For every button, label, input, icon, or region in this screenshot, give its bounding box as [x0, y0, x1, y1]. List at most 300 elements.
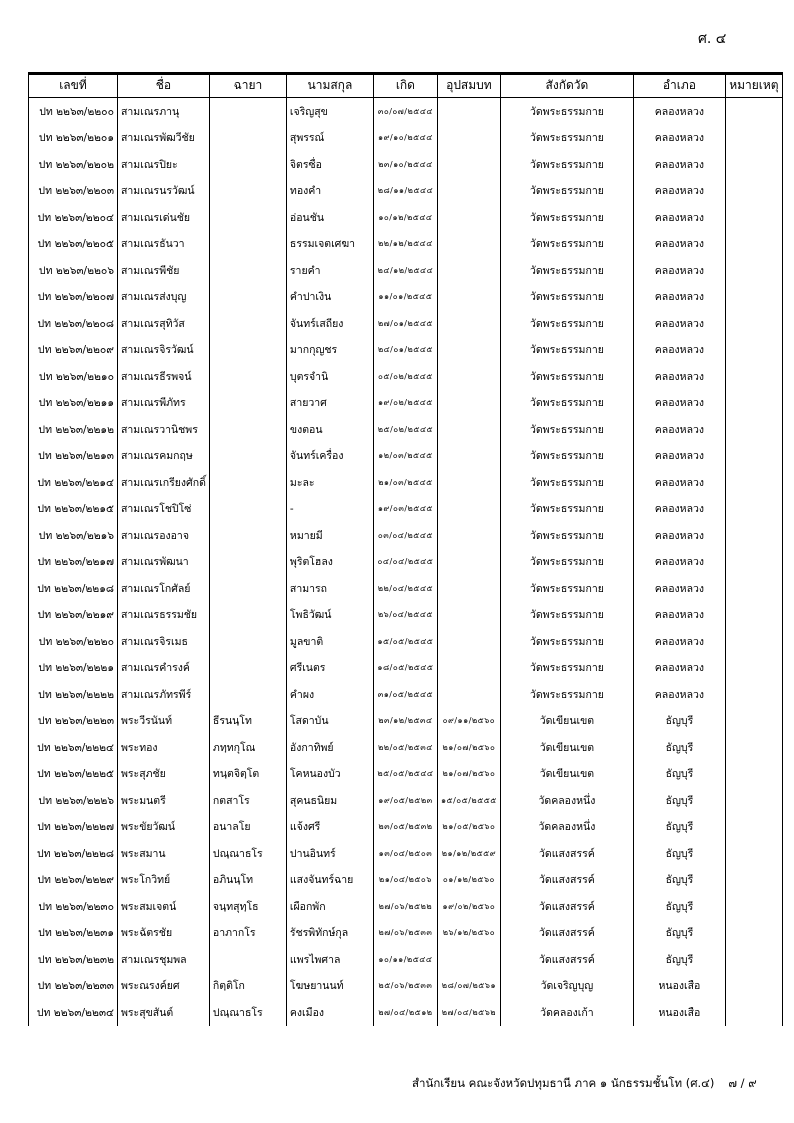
cell-surname: จิตรซื่อ [286, 151, 373, 178]
cell-note [725, 549, 782, 576]
cell-ordained: ๒๑/๐๕/๒๕๖๐ [437, 814, 500, 841]
cell-born: ๒๔/๐๑/๒๕๔๕ [373, 337, 437, 364]
table-row [29, 734, 783, 761]
cell-amphoe: คลองหลวง [633, 151, 725, 178]
cell-born: ๒๒/๐๕/๒๕๓๔ [373, 734, 437, 761]
cell-chaya [209, 178, 286, 205]
cell-surname: แพรไพศาล [286, 946, 373, 973]
table-row [29, 973, 783, 1000]
cell-wat: วัดพระธรรมกาย [500, 310, 633, 337]
cell-name: สามเณรธีรพจน์ [118, 363, 210, 390]
cell-note [725, 469, 782, 496]
cell-note [725, 628, 782, 655]
cell-name: สามเณรปิยะ [118, 151, 210, 178]
cell-note [725, 999, 782, 1026]
table-row [29, 522, 783, 549]
cell-amphoe: ธัญบุรี [633, 893, 725, 920]
table-row [29, 284, 783, 311]
cell-amphoe: คลองหลวง [633, 602, 725, 629]
cell-note [725, 867, 782, 894]
cell-wat: วัดเจริญบุญ [500, 973, 633, 1000]
table-row [29, 575, 783, 602]
cell-note [725, 98, 782, 125]
cell-note [725, 443, 782, 470]
cell-wat: วัดพระธรรมกาย [500, 125, 633, 152]
cell-note [725, 575, 782, 602]
cell-id: ปท ๒๒๖๓/๒๒๒๒ [29, 681, 118, 708]
cell-name: พระวีรนันท์ [118, 708, 210, 735]
cell-name: สามเณรโกศัลย์ [118, 575, 210, 602]
cell-wat: วัดพระธรรมกาย [500, 204, 633, 231]
cell-ordained [437, 257, 500, 284]
cell-born: ๑๐/๑๒/๒๕๔๔ [373, 204, 437, 231]
table-row [29, 681, 783, 708]
cell-name: พระณรงค์ยศ [118, 973, 210, 1000]
cell-chaya [209, 549, 286, 576]
cell-id: ปท ๒๒๖๓/๒๒๑๘ [29, 575, 118, 602]
cell-note [725, 496, 782, 523]
cell-surname: คงเมือง [286, 999, 373, 1026]
cell-note [725, 681, 782, 708]
cell-wat: วัดแสงสรรค์ [500, 920, 633, 947]
cell-surname: สุพรรณ์ [286, 125, 373, 152]
cell-born: ๓๑/๐๕/๒๕๔๕ [373, 681, 437, 708]
cell-surname: แสงจันทร์ฉาย [286, 867, 373, 894]
cell-ordained [437, 363, 500, 390]
cell-surname: โสดาบัน [286, 708, 373, 735]
cell-wat: วัดแสงสรรค์ [500, 946, 633, 973]
cell-name: พระสุขสันต์ [118, 999, 210, 1026]
cell-ordained [437, 946, 500, 973]
cell-chaya [209, 125, 286, 152]
cell-chaya [209, 655, 286, 682]
cell-amphoe: ธัญบุรี [633, 708, 725, 735]
table-row [29, 416, 783, 443]
cell-id: ปท ๒๒๖๓/๒๒๒๕ [29, 761, 118, 788]
cell-id: ปท ๒๒๖๓/๒๒๑๖ [29, 522, 118, 549]
cell-amphoe: คลองหลวง [633, 178, 725, 205]
cell-ordained [437, 151, 500, 178]
cell-id: ปท ๒๒๖๓/๒๒๐๖ [29, 257, 118, 284]
cell-wat: วัดพระธรรมกาย [500, 363, 633, 390]
cell-chaya [209, 469, 286, 496]
cell-ordained: ๒๑/๐๗/๒๕๖๐ [437, 761, 500, 788]
cell-ordained [437, 549, 500, 576]
cell-chaya [209, 602, 286, 629]
cell-id: ปท ๒๒๖๓/๒๒๐๙ [29, 337, 118, 364]
cell-born: ๒๕/๐๖/๒๕๓๓ [373, 973, 437, 1000]
cell-name: สามเณรพีชัย [118, 257, 210, 284]
table-row [29, 469, 783, 496]
cell-note [725, 920, 782, 947]
cell-id: ปท ๒๒๖๓/๒๒๑๔ [29, 469, 118, 496]
cell-wat: วัดแสงสรรค์ [500, 893, 633, 920]
cell-note [725, 708, 782, 735]
cell-ordained [437, 628, 500, 655]
column-header-note: หมายเหตุ [725, 73, 782, 98]
cell-ordained [437, 655, 500, 682]
cell-born: ๓๐/๐๗/๒๕๔๔ [373, 98, 437, 125]
cell-note [725, 310, 782, 337]
cell-wat: วัดคลองหนึ่ง [500, 787, 633, 814]
cell-name: สามเณรส่งบุญ [118, 284, 210, 311]
cell-surname: จันทร์เสถียง [286, 310, 373, 337]
cell-chaya [209, 363, 286, 390]
cell-note [725, 390, 782, 417]
cell-note [725, 814, 782, 841]
cell-chaya [209, 628, 286, 655]
header-row [29, 73, 783, 98]
cell-id: ปท ๒๒๖๓/๒๒๒๘ [29, 840, 118, 867]
table-row [29, 390, 783, 417]
table-row [29, 840, 783, 867]
cell-ordained [437, 602, 500, 629]
table-row [29, 761, 783, 788]
cell-name: สามเณรวานิชพร [118, 416, 210, 443]
cell-note [725, 734, 782, 761]
cell-born: ๑๕/๐๕/๒๕๔๕ [373, 628, 437, 655]
cell-name: สามเณรพัฒนา [118, 549, 210, 576]
cell-chaya [209, 151, 286, 178]
cell-wat: วัดเขียนเขต [500, 761, 633, 788]
cell-amphoe: คลองหลวง [633, 655, 725, 682]
cell-born: ๑๒/๐๓/๒๕๔๕ [373, 443, 437, 470]
cell-surname: สามารถ [286, 575, 373, 602]
cell-surname: - [286, 496, 373, 523]
cell-amphoe: ธัญบุรี [633, 761, 725, 788]
table-row [29, 814, 783, 841]
page-number: ๗ / ๙ [728, 1076, 757, 1090]
cell-born: ๑๐/๑๑/๒๕๔๔ [373, 946, 437, 973]
cell-surname: จันทร์เครื่อง [286, 443, 373, 470]
table-row [29, 893, 783, 920]
cell-surname: ปานอินทร์ [286, 840, 373, 867]
cell-surname: ธรรมเจตเศฆา [286, 231, 373, 258]
cell-name: สามเณรเกรียงศักดิ์ [118, 469, 210, 496]
cell-id: ปท ๒๒๖๓/๒๒๑๐ [29, 363, 118, 390]
cell-name: สามเณรสุทิวัส [118, 310, 210, 337]
cell-name: สามเณรโชปิโซ่ [118, 496, 210, 523]
cell-ordained [437, 443, 500, 470]
cell-surname: โฆษยานนท์ [286, 973, 373, 1000]
cell-id: ปท ๒๒๖๓/๒๒๑๗ [29, 549, 118, 576]
cell-born: ๒๒/๑๒/๒๕๔๔ [373, 231, 437, 258]
cell-name: พระขัยวัฒน์ [118, 814, 210, 841]
cell-id: ปท ๒๒๖๓/๒๒๓๓ [29, 973, 118, 1000]
cell-wat: วัดพระธรรมกาย [500, 469, 633, 496]
cell-chaya [209, 575, 286, 602]
cell-surname: โคหนองบัว [286, 761, 373, 788]
cell-born: ๑๙/๐๕/๒๕๒๓ [373, 787, 437, 814]
cell-wat: วัดพระธรรมกาย [500, 178, 633, 205]
cell-ordained [437, 337, 500, 364]
cell-id: ปท ๒๒๖๓/๒๒๒๔ [29, 734, 118, 761]
cell-id: ปท ๒๒๖๓/๒๒๐๑ [29, 125, 118, 152]
cell-wat: วัดพระธรรมกาย [500, 443, 633, 470]
cell-chaya [209, 284, 286, 311]
table-row [29, 231, 783, 258]
cell-id: ปท ๒๒๖๓/๒๒๑๓ [29, 443, 118, 470]
table-row [29, 204, 783, 231]
cell-surname: สายวาศ [286, 390, 373, 417]
cell-wat: วัดพระธรรมกาย [500, 628, 633, 655]
cell-wat: วัดคลองหนึ่ง [500, 814, 633, 841]
cell-surname: ทองคำ [286, 178, 373, 205]
cell-chaya: อาภากโร [209, 920, 286, 947]
table-row [29, 151, 783, 178]
cell-surname: เจริญสุข [286, 98, 373, 125]
cell-amphoe: คลองหลวง [633, 575, 725, 602]
cell-amphoe: คลองหลวง [633, 204, 725, 231]
cell-name: สามเณรองอาจ [118, 522, 210, 549]
cell-surname: ขงตอน [286, 416, 373, 443]
cell-born: ๒๕/๐๕/๒๕๔๔ [373, 761, 437, 788]
cell-amphoe: คลองหลวง [633, 443, 725, 470]
cell-chaya [209, 390, 286, 417]
cell-born: ๒๓/๑๐/๒๕๔๔ [373, 151, 437, 178]
cell-wat: วัดพระธรรมกาย [500, 337, 633, 364]
table-row [29, 337, 783, 364]
cell-note [725, 893, 782, 920]
cell-ordained [437, 522, 500, 549]
cell-id: ปท ๒๒๖๓/๒๒๐๒ [29, 151, 118, 178]
table-row [29, 310, 783, 337]
cell-ordained: ๑๙/๐๒/๒๕๖๐ [437, 893, 500, 920]
cell-surname: รัชรพิทักษ์กุล [286, 920, 373, 947]
cell-note [725, 787, 782, 814]
cell-surname: พุริตโฮลง [286, 549, 373, 576]
cell-name: พระสุภชัย [118, 761, 210, 788]
table-row [29, 363, 783, 390]
cell-note [725, 363, 782, 390]
cell-wat: วัดคลองเก้า [500, 999, 633, 1026]
table-row [29, 602, 783, 629]
cell-amphoe: คลองหลวง [633, 125, 725, 152]
cell-amphoe: คลองหลวง [633, 416, 725, 443]
cell-chaya: ธีรนนฺโท [209, 708, 286, 735]
cell-note [725, 337, 782, 364]
cell-born: ๒๑/๐๓/๒๕๔๕ [373, 469, 437, 496]
cell-name: สามเณรจิรวัฒน์ [118, 337, 210, 364]
cell-surname: มะละ [286, 469, 373, 496]
cell-surname: คำผง [286, 681, 373, 708]
cell-wat: วัดพระธรรมกาย [500, 416, 633, 443]
cell-id: ปท ๒๒๖๓/๒๒๒๙ [29, 867, 118, 894]
table-row [29, 946, 783, 973]
cell-born: ๑๓/๐๔/๒๕๐๓ [373, 840, 437, 867]
cell-surname: สุคนธนิยม [286, 787, 373, 814]
cell-id: ปท ๒๒๖๓/๒๒๑๙ [29, 602, 118, 629]
cell-chaya [209, 496, 286, 523]
table-row [29, 496, 783, 523]
table-row [29, 867, 783, 894]
cell-id: ปท ๒๒๖๓/๒๒๑๒ [29, 416, 118, 443]
footer [412, 1075, 757, 1093]
cell-note [725, 204, 782, 231]
column-header-amphoe: อำเภอ [633, 73, 725, 98]
cell-id: ปท ๒๒๖๓/๒๒๑๑ [29, 390, 118, 417]
cell-note [725, 151, 782, 178]
cell-name: พระสมเจตน์ [118, 893, 210, 920]
cell-name: สามเณรพัฒวีชัย [118, 125, 210, 152]
cell-note [725, 416, 782, 443]
cell-name: สามเณรพีภัทร [118, 390, 210, 417]
cell-ordained [437, 681, 500, 708]
cell-id: ปท ๒๒๖๓/๒๒๐๔ [29, 204, 118, 231]
cell-wat: วัดพระธรรมกาย [500, 284, 633, 311]
table-row [29, 655, 783, 682]
cell-amphoe: คลองหลวง [633, 98, 725, 125]
cell-surname: โพธิวัฒน์ [286, 602, 373, 629]
cell-born: ๒๓/๑๒/๒๕๓๔ [373, 708, 437, 735]
candidate-table [28, 72, 783, 1026]
cell-ordained [437, 98, 500, 125]
cell-amphoe: คลองหลวง [633, 231, 725, 258]
cell-note [725, 973, 782, 1000]
cell-ordained: ๐๑/๑๒/๒๕๖๐ [437, 867, 500, 894]
cell-amphoe: คลองหลวง [633, 496, 725, 523]
cell-wat: วัดเขียนเขต [500, 708, 633, 735]
cell-note [725, 655, 782, 682]
cell-name: สามเณรชุมพล [118, 946, 210, 973]
cell-note [725, 946, 782, 973]
cell-ordained [437, 496, 500, 523]
cell-name: พระทอง [118, 734, 210, 761]
cell-name: พระโกวิทย์ [118, 867, 210, 894]
cell-chaya: อภินนฺโท [209, 867, 286, 894]
cell-ordained: ๒๑/๑๒/๒๕๕๙ [437, 840, 500, 867]
cell-born: ๒๕/๐๒/๒๕๔๕ [373, 416, 437, 443]
cell-wat: วัดพระธรรมกาย [500, 257, 633, 284]
cell-name: สามเณรคมกฤษ [118, 443, 210, 470]
cell-note [725, 231, 782, 258]
column-header-wat: สังกัดวัด [500, 73, 633, 98]
cell-born: ๐๓/๐๔/๒๕๔๕ [373, 522, 437, 549]
table-row [29, 708, 783, 735]
cell-chaya: ทนฺตจิตฺโต [209, 761, 286, 788]
table-row [29, 920, 783, 947]
cell-chaya: ภทฺทกุโณ [209, 734, 286, 761]
cell-amphoe: คลองหลวง [633, 469, 725, 496]
cell-born: ๒๑/๐๔/๒๕๐๖ [373, 867, 437, 894]
cell-ordained: ๒๑/๐๗/๒๕๖๐ [437, 734, 500, 761]
cell-ordained: ๐๙/๑๑/๒๕๖๐ [437, 708, 500, 735]
cell-id: ปท ๒๒๖๓/๒๒๒๐ [29, 628, 118, 655]
cell-name: สามเณรธรรมชัย [118, 602, 210, 629]
cell-id: ปท ๒๒๖๓/๒๒๒๓ [29, 708, 118, 735]
cell-born: ๑๙/๐๒/๒๕๔๕ [373, 390, 437, 417]
cell-chaya [209, 257, 286, 284]
cell-name: สามเณรจิรเมธ [118, 628, 210, 655]
cell-born: ๒๗/๐๖/๒๕๓๓ [373, 920, 437, 947]
cell-born: ๒๗/๐๔/๒๕๑๒ [373, 999, 437, 1026]
cell-ordained: ๑๕/๐๕/๒๕๕๕ [437, 787, 500, 814]
column-header-surname: นามสกุล [286, 73, 373, 98]
cell-amphoe: ธัญบุรี [633, 840, 725, 867]
cell-id: ปท ๒๒๖๓/๒๒๓๒ [29, 946, 118, 973]
cell-wat: วัดพระธรรมกาย [500, 655, 633, 682]
cell-amphoe: ธัญบุรี [633, 814, 725, 841]
cell-born: ๒๒/๐๔/๒๕๔๕ [373, 575, 437, 602]
cell-chaya [209, 204, 286, 231]
cell-wat: วัดพระธรรมกาย [500, 151, 633, 178]
cell-id: ปท ๒๒๖๓/๒๒๑๕ [29, 496, 118, 523]
cell-wat: วัดแสงสรรค์ [500, 840, 633, 867]
cell-wat: วัดเขียนเขต [500, 734, 633, 761]
cell-chaya [209, 98, 286, 125]
cell-amphoe: ธัญบุรี [633, 867, 725, 894]
cell-surname: แจ้งศรี [286, 814, 373, 841]
cell-note [725, 602, 782, 629]
table-row [29, 98, 783, 125]
cell-name: พระฉัตรชัย [118, 920, 210, 947]
cell-id: ปท ๒๒๖๓/๒๒๒๑ [29, 655, 118, 682]
cell-name: พระสมาน [118, 840, 210, 867]
cell-ordained [437, 469, 500, 496]
cell-surname: บุตรจำนิ [286, 363, 373, 390]
cell-surname: เผือกพัก [286, 893, 373, 920]
table-row [29, 999, 783, 1026]
cell-surname: มากกุญชร [286, 337, 373, 364]
cell-surname: อ่อนชัน [286, 204, 373, 231]
cell-wat: วัดพระธรรมกาย [500, 496, 633, 523]
column-header-id: เลขที่ [29, 73, 118, 98]
cell-born: ๐๔/๐๔/๒๕๔๕ [373, 549, 437, 576]
table-row [29, 628, 783, 655]
column-header-chaya: ฉายา [209, 73, 286, 98]
cell-ordained [437, 390, 500, 417]
cell-id: ปท ๒๒๖๓/๒๒๓๐ [29, 893, 118, 920]
column-header-name: ชื่อ [118, 73, 210, 98]
cell-chaya: ปณฺณาธโร [209, 840, 286, 867]
cell-wat: วัดพระธรรมกาย [500, 231, 633, 258]
cell-born: ๒๗/๐๖/๒๕๒๒ [373, 893, 437, 920]
cell-wat: วัดพระธรรมกาย [500, 575, 633, 602]
cell-name: สามเณรนรวัฒน์ [118, 178, 210, 205]
cell-born: ๑๘/๐๕/๒๕๔๕ [373, 655, 437, 682]
cell-ordained: ๒๖/๑๒/๒๕๖๐ [437, 920, 500, 947]
cell-id: ปท ๒๒๖๓/๒๒๐๓ [29, 178, 118, 205]
cell-id: ปท ๒๒๖๓/๒๒๒๗ [29, 814, 118, 841]
cell-id: ปท ๒๒๖๓/๒๒๓๑ [29, 920, 118, 947]
cell-chaya [209, 681, 286, 708]
table-row [29, 443, 783, 470]
cell-ordained [437, 178, 500, 205]
cell-born: ๐๕/๐๒/๒๕๔๕ [373, 363, 437, 390]
cell-amphoe: คลองหลวง [633, 628, 725, 655]
cell-surname: อังกาทิพย์ [286, 734, 373, 761]
cell-amphoe: คลองหลวง [633, 284, 725, 311]
cell-surname: คำปาเงิน [286, 284, 373, 311]
table-row [29, 257, 783, 284]
footer-text: สำนักเรียน คณะจังหวัดปทุมธานี ภาค ๑ นักธรรมชั้นโท (ศ.๔) [412, 1076, 715, 1090]
table-row [29, 787, 783, 814]
cell-amphoe: ธัญบุรี [633, 734, 725, 761]
cell-amphoe: คลองหลวง [633, 390, 725, 417]
cell-chaya: ปณฺณาธโร [209, 999, 286, 1026]
cell-name: สามเณรภัทรพีร์ [118, 681, 210, 708]
cell-amphoe: หนองเสือ [633, 999, 725, 1026]
cell-amphoe: หนองเสือ [633, 973, 725, 1000]
cell-wat: วัดพระธรรมกาย [500, 98, 633, 125]
table-row [29, 178, 783, 205]
document-code: ศ. ๔ [698, 31, 727, 47]
cell-amphoe: ธัญบุรี [633, 787, 725, 814]
cell-amphoe: คลองหลวง [633, 522, 725, 549]
cell-name: สามเณรภานุ [118, 98, 210, 125]
cell-note [725, 840, 782, 867]
cell-chaya [209, 946, 286, 973]
